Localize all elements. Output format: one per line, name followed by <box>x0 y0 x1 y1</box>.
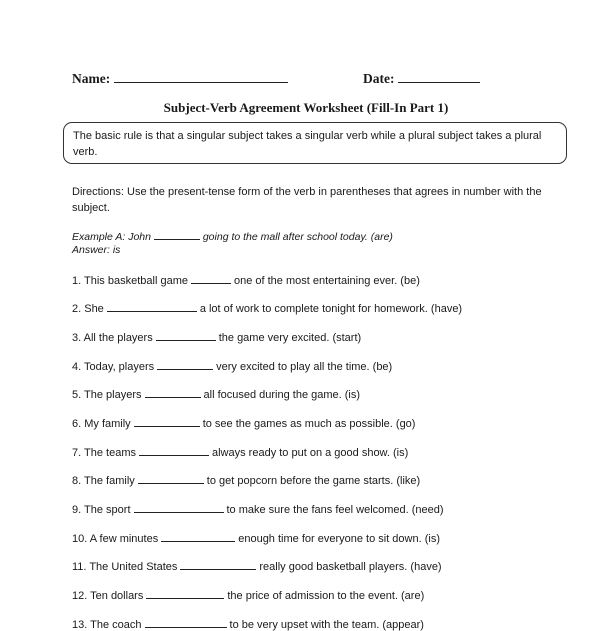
question-item <box>72 502 444 516</box>
worksheet-title: Subject-Verb Agreement Worksheet (Fill-In Part 1) <box>163 100 449 115</box>
name-label: Name: <box>72 71 111 86</box>
question-prompt: 5. The players <box>72 389 142 401</box>
question-rest: very excited to play all the time. (be) <box>216 361 393 373</box>
answer-blank[interactable] <box>157 359 213 370</box>
question-rest: a lot of work to complete tonight for homework. (have) <box>199 303 463 315</box>
name-blank[interactable] <box>114 72 288 83</box>
question-item <box>72 416 415 430</box>
answer-blank[interactable] <box>138 473 204 484</box>
answer-blank[interactable] <box>145 617 227 628</box>
example-blank <box>154 229 200 240</box>
question-prompt: 9. The sport <box>72 504 131 516</box>
question-item <box>72 301 462 315</box>
question-prompt: 8. The family <box>72 475 135 487</box>
question-rest: to see the games as much as possible. (go) <box>202 418 416 430</box>
question-prompt: 13. The coach <box>72 619 142 631</box>
question-rest: the game very excited. (start) <box>218 332 362 344</box>
example-block <box>72 229 393 257</box>
answer-blank[interactable] <box>161 531 235 542</box>
example-before: Example A: John <box>72 231 151 243</box>
question-prompt: 4. Today, players <box>72 361 155 373</box>
question-rest: enough time for everyone to sit down. (is) <box>238 533 440 545</box>
question-prompt: 7. The teams <box>72 447 136 459</box>
question-rest: the price of admission to the event. (are) <box>227 590 425 602</box>
rule-text: The basic rule is that a singular subject takes a singular verb while a plural subject takes a plural verb. <box>73 130 542 158</box>
question-rest: to be very upset with the team. (appear) <box>229 619 424 631</box>
example-after: going to the mall after school today. (are) <box>202 231 393 243</box>
question-prompt: 11. The United States <box>72 561 178 573</box>
question-prompt: 10. A few minutes <box>72 533 159 545</box>
answer-blank[interactable] <box>145 387 201 398</box>
example-line <box>72 229 393 244</box>
question-rest: really good basketball players. (have) <box>259 561 442 573</box>
question-item <box>72 387 360 401</box>
date-blank[interactable] <box>398 72 480 83</box>
answer-blank[interactable] <box>107 301 197 312</box>
question-item <box>72 445 408 459</box>
question-rest: one of the most entertaining ever. (be) <box>233 275 420 287</box>
question-prompt: 2. She <box>72 303 104 315</box>
question-rest: all focused during the game. (is) <box>203 389 361 401</box>
answer-blank[interactable] <box>146 588 224 599</box>
answer-blank[interactable] <box>134 502 224 513</box>
question-rest: always ready to put on a good show. (is) <box>212 447 409 459</box>
question-prompt: 1. This basketball game <box>72 275 188 287</box>
question-prompt: 3. All the players <box>72 332 153 344</box>
question-item <box>72 559 442 573</box>
name-field <box>72 71 288 87</box>
question-item <box>72 617 424 631</box>
question-rest: to make sure the fans feel welcomed. (need) <box>226 504 444 516</box>
question-rest: to get popcorn before the game starts. (like) <box>206 475 421 487</box>
answer-blank[interactable] <box>191 273 231 284</box>
question-item <box>72 588 424 602</box>
rule-box <box>63 122 567 164</box>
question-item <box>72 473 420 487</box>
question-prompt: 6. My family <box>72 418 131 430</box>
answer-blank[interactable] <box>139 445 209 456</box>
question-item <box>72 359 392 373</box>
question-prompt: 12. Ten dollars <box>72 590 144 602</box>
question-item <box>72 531 440 545</box>
answer-blank[interactable] <box>180 559 256 570</box>
date-field <box>363 71 480 87</box>
question-item <box>72 273 420 287</box>
question-item <box>72 330 361 344</box>
directions-text: Directions: Use the present-tense form of the verb in parentheses that agrees in number with the subject. <box>72 186 542 214</box>
example-answer: Answer: is <box>72 244 121 256</box>
answer-blank[interactable] <box>134 416 200 427</box>
date-label: Date: <box>363 71 395 86</box>
answer-blank[interactable] <box>156 330 216 341</box>
